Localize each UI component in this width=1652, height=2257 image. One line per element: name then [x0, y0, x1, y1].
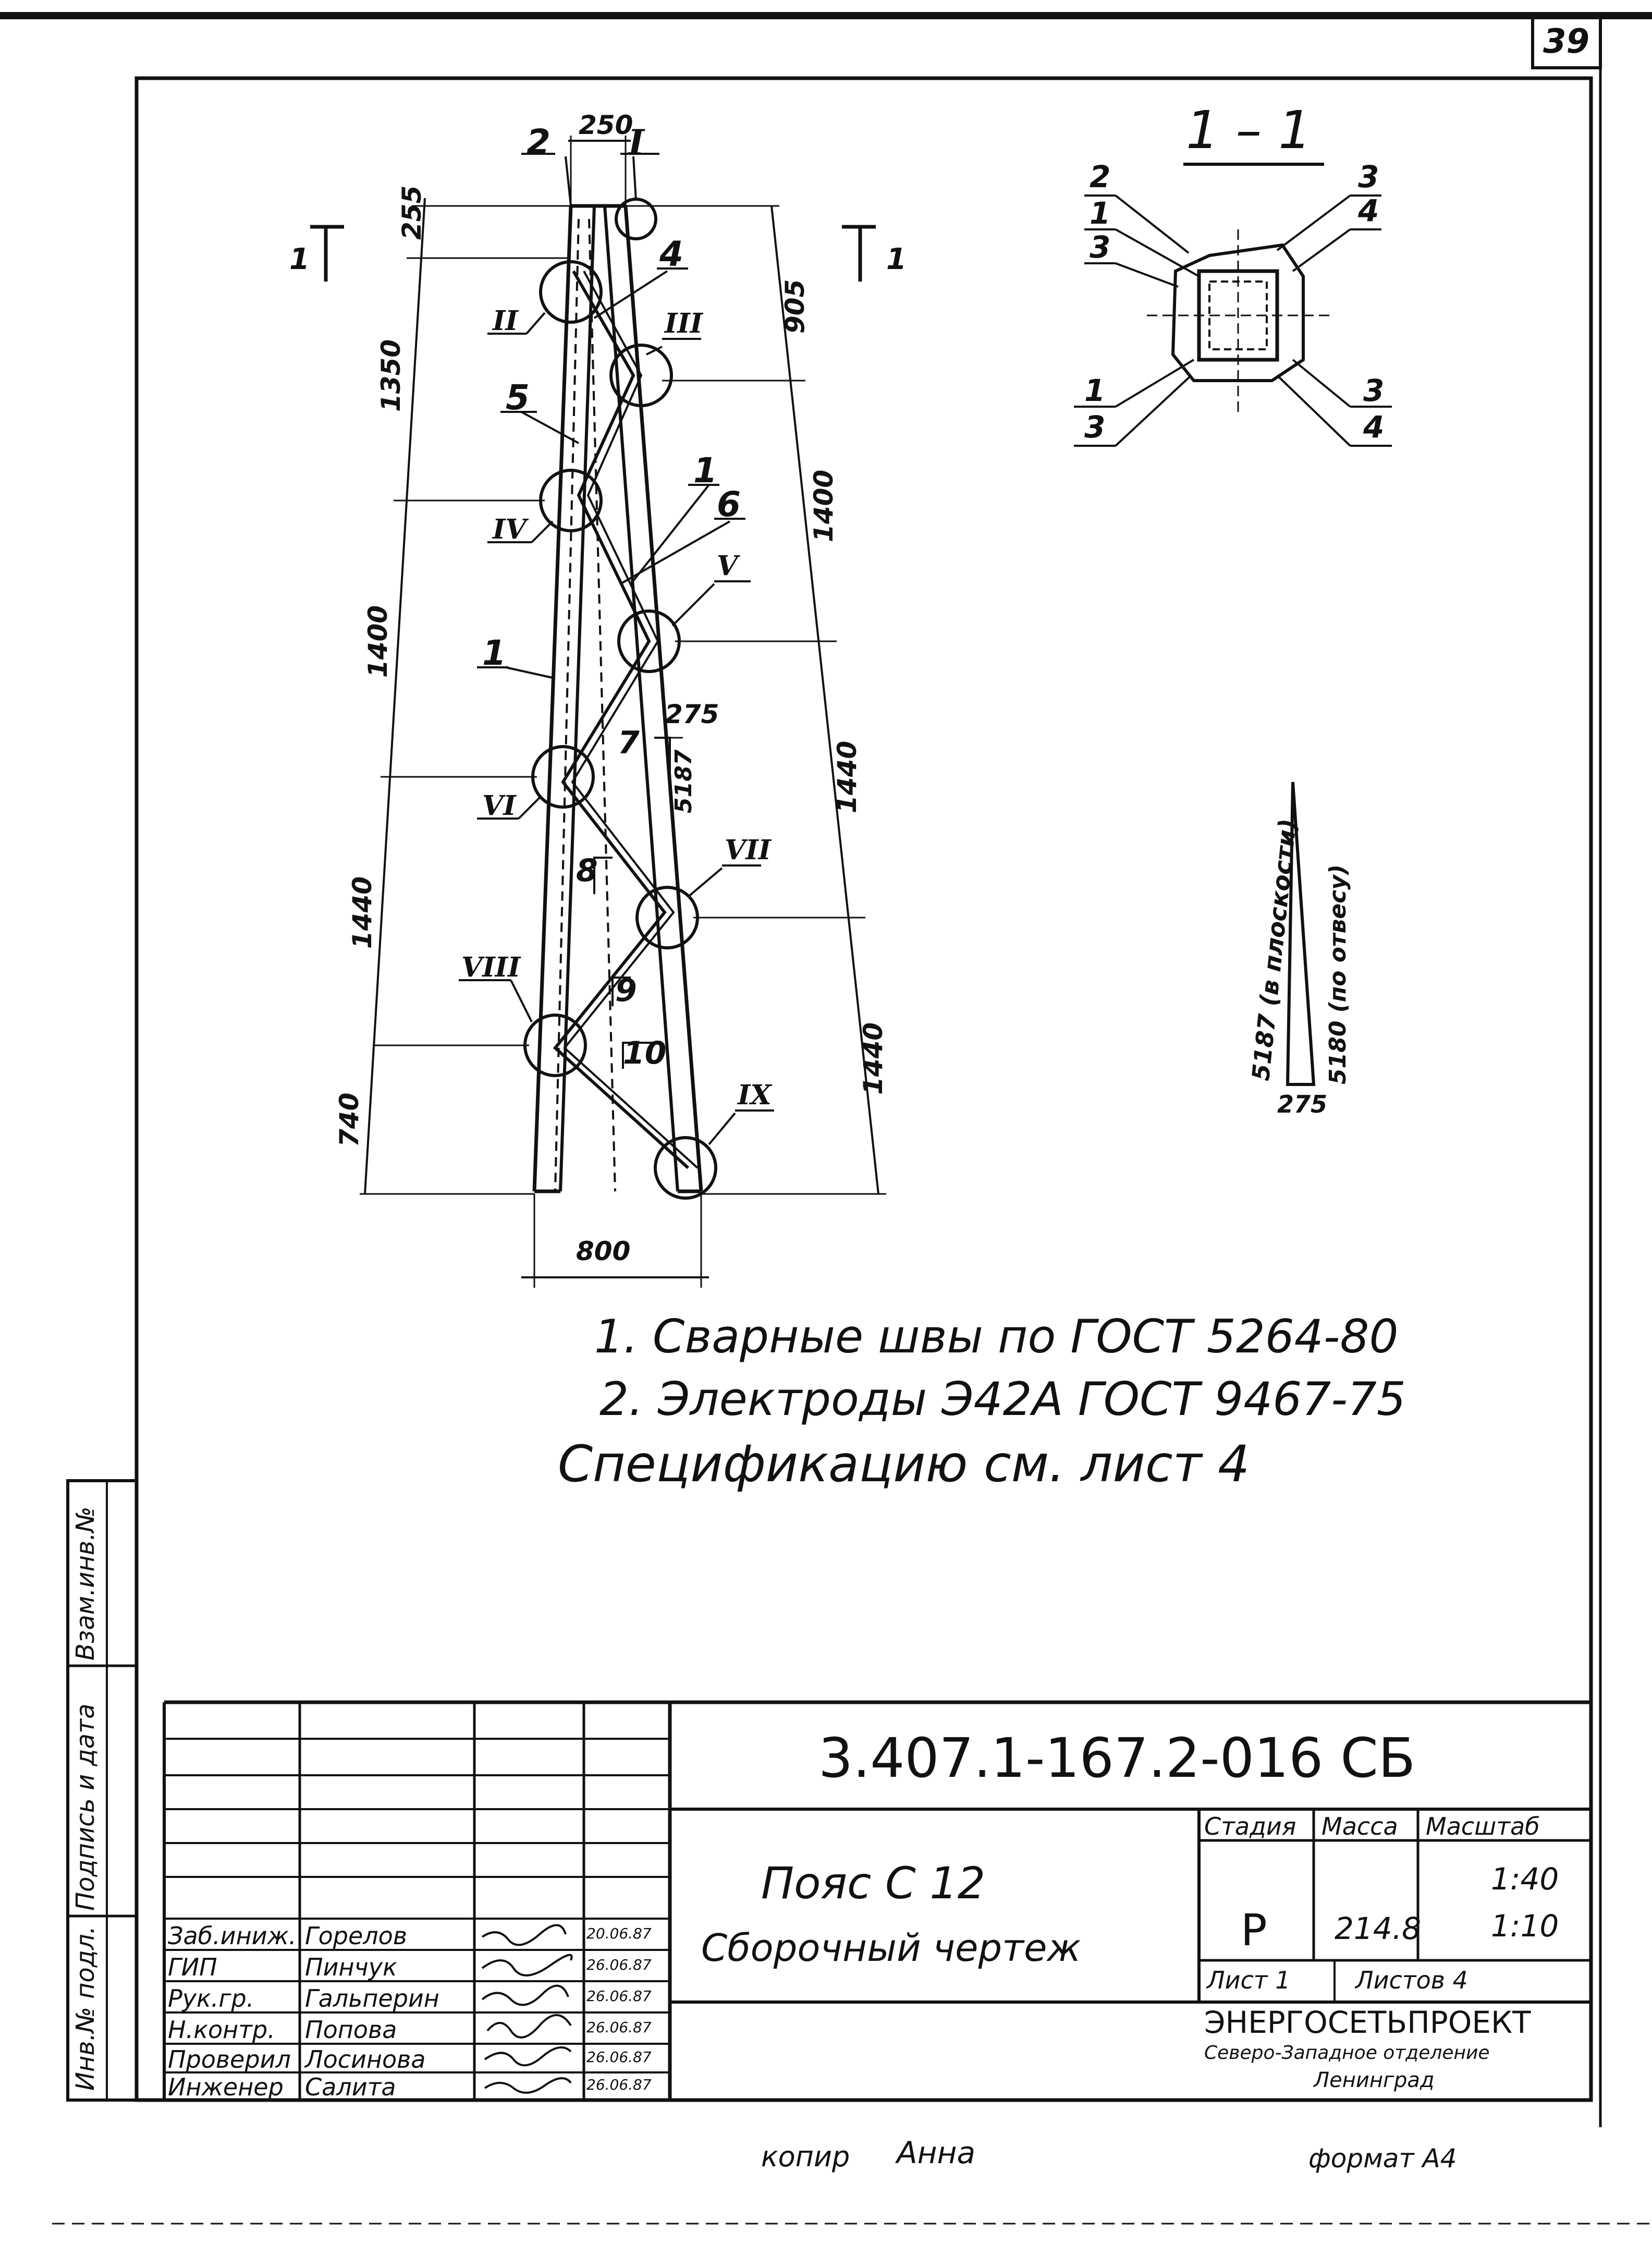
node-label-II: II: [493, 305, 518, 337]
sv-callout-3b: 3: [1084, 409, 1106, 445]
scale-value-2: 1:10: [1491, 1908, 1559, 1944]
header-scale: Масштаб: [1426, 1812, 1540, 1840]
leader-1c: [506, 667, 553, 678]
signature-6: [485, 2078, 571, 2093]
note-2: 2. Электроды Э42А ГОСТ 9467-75: [599, 1372, 1406, 1426]
part-label-4: 4: [659, 234, 683, 274]
node-label-VIII: VIII: [461, 951, 521, 983]
side-label-vzam-inv: Взам.инв.№: [71, 1506, 100, 1661]
part-label-7: 7: [618, 725, 640, 761]
node-label-V: V: [717, 550, 738, 582]
dim-bottom-width-label: 800: [576, 1236, 631, 1266]
sv-leader-2: [1116, 196, 1189, 253]
section-title: 1 – 1: [1186, 100, 1312, 161]
person-4-role: Н.контр.: [168, 2016, 275, 2044]
sheet-value: Лист 1: [1207, 1966, 1291, 1994]
part-label-6: 6: [717, 484, 741, 524]
part-label-2: 2: [527, 122, 550, 162]
dim-left-1350: 1350: [376, 339, 406, 412]
person-5-name: Лосинова: [305, 2045, 426, 2073]
person-3-role: Рук.гр.: [168, 1984, 254, 2012]
person-5-date: 26.06.87: [586, 2048, 652, 2066]
doc-name-line-1: Пояс С 12: [761, 1858, 986, 1909]
leader-6: [620, 521, 730, 584]
person-1-name: Горелов: [305, 1922, 407, 1950]
footer-copied: копир: [761, 2140, 850, 2173]
sv-callout-3d: 3: [1363, 373, 1385, 408]
part-label-1c: 1: [482, 633, 506, 673]
part-label-1b: 1: [693, 450, 717, 491]
org-line-3: Ленинград: [1314, 2068, 1435, 2092]
scale-value-1: 1:40: [1491, 1861, 1559, 1897]
dim-right-1440b: 1440: [858, 1022, 888, 1095]
page-number: 39: [1543, 22, 1590, 61]
signature-3: [482, 1986, 568, 2005]
section-mark-left-label: 1: [289, 242, 310, 276]
signature-4: [487, 2015, 571, 2038]
person-5-role: Проверил: [168, 2045, 291, 2073]
section-mark-right-label: 1: [886, 242, 907, 276]
stage-value: Р: [1241, 1905, 1267, 1956]
org-line-2: Северо-Западное отделение: [1204, 2042, 1490, 2064]
signature-2: [482, 1955, 572, 1975]
dim-offset-label: 275: [665, 699, 719, 729]
sv-leader-4a: [1293, 229, 1350, 271]
person-6-role: Инженер: [168, 2073, 284, 2101]
mass-value: 214.8: [1335, 1911, 1422, 1946]
doc-code: 3.407.1-167.2-016 СБ: [818, 1726, 1416, 1790]
sv-callout-1b: 1: [1084, 373, 1106, 408]
footer-copied-name: Анна: [897, 2135, 976, 2170]
slope-vert-label: 5180 (по отвесу): [1325, 864, 1351, 1084]
note-3: Спецификацию см. лист 4: [558, 1435, 1250, 1493]
leader-V: [672, 584, 714, 626]
leader-VII: [688, 868, 722, 897]
dim-right-1400: 1400: [809, 469, 839, 542]
person-6-name: Салита: [305, 2073, 396, 2101]
dim-right-1440a: 1440: [832, 740, 862, 813]
node-label-IX: IX: [738, 1079, 772, 1111]
sv-leader-3a: [1116, 263, 1178, 287]
person-3-date: 26.06.87: [586, 1987, 652, 2005]
node-label-I: I: [628, 122, 644, 163]
dim-left-255: 255: [397, 185, 427, 240]
sv-leader-1a: [1116, 229, 1199, 276]
slope-base-label: 275: [1277, 1090, 1328, 1118]
leader-IV: [532, 521, 553, 542]
dim-right-905: 905: [780, 279, 810, 334]
sv-callout-1a: 1: [1090, 196, 1111, 231]
node-circle-8: [525, 1015, 585, 1076]
sv-callout-3c: 3: [1358, 159, 1379, 194]
node-label-VII: VII: [725, 834, 771, 866]
node-circle-6: [533, 747, 593, 807]
person-3-name: Гальперин: [305, 1984, 439, 2012]
part-label-10: 10: [623, 1035, 667, 1071]
person-2-role: ГИП: [168, 1953, 217, 1981]
signature-1: [482, 1925, 566, 1945]
sheets-value: Листов 4: [1355, 1966, 1468, 1994]
side-label-inv-podl: Инв.№ подл.: [71, 1926, 100, 2091]
node-label-IV: IV: [493, 514, 527, 545]
sv-callout-4a: 4: [1358, 193, 1379, 228]
sv-leader-3c: [1277, 196, 1350, 250]
leader-VIII: [511, 980, 532, 1022]
org-line-1: ЭНЕРГОСЕТЬПРОЕКТ: [1204, 2005, 1531, 2040]
person-2-name: Пинчук: [305, 1953, 397, 1981]
slope-hyp-label: 5187 (в плоскости): [1246, 817, 1302, 1082]
person-4-name: Попова: [305, 2016, 397, 2044]
person-2-date: 26.06.87: [586, 1956, 652, 1973]
leader-II: [527, 313, 545, 334]
person-1-date: 20.06.87: [586, 1925, 652, 1942]
person-4-date: 26.06.87: [586, 2019, 652, 2036]
part-label-5: 5: [506, 377, 530, 418]
sv-leader-4b: [1277, 375, 1350, 446]
person-1-role: Заб.иниж.: [168, 1922, 297, 1950]
leader-1b: [631, 485, 709, 584]
length-label: 5187: [670, 749, 697, 813]
sv-callout-4b: 4: [1363, 409, 1385, 445]
part-label-8: 8: [576, 852, 598, 889]
person-6-date: 26.06.87: [586, 2076, 652, 2093]
footer-format: формат А4: [1308, 2143, 1457, 2174]
part-label-9: 9: [615, 972, 637, 1009]
section-view: [1074, 159, 1392, 446]
dim-top-width-label: 250: [579, 110, 633, 140]
note-1: 1. Сварные швы по ГОСТ 5264-80: [594, 1310, 1399, 1363]
sv-callout-2: 2: [1090, 159, 1111, 194]
node-circle-1: [616, 199, 656, 239]
node-label-III: III: [665, 308, 703, 339]
leader-5: [521, 412, 579, 443]
sv-callout-3a: 3: [1090, 229, 1111, 265]
header-stage: Стадия: [1204, 1812, 1296, 1840]
signature-5: [485, 2047, 571, 2065]
dim-left-1400: 1400: [363, 605, 393, 678]
node-label-VI: VI: [482, 790, 516, 822]
dim-left-740: 740: [334, 1092, 364, 1147]
dim-left-1440: 1440: [347, 876, 377, 949]
leader-VI: [519, 798, 540, 819]
doc-name-line-2: Сборочный чертеж: [701, 1926, 1081, 1970]
leader-IX: [709, 1113, 735, 1144]
leader-I: [633, 156, 636, 201]
sv-leader-3b: [1116, 375, 1191, 446]
node-circle-9: [655, 1138, 716, 1198]
side-label-podpis-data: Подпись и дата: [71, 1703, 100, 1911]
header-mass: Масса: [1321, 1812, 1398, 1840]
